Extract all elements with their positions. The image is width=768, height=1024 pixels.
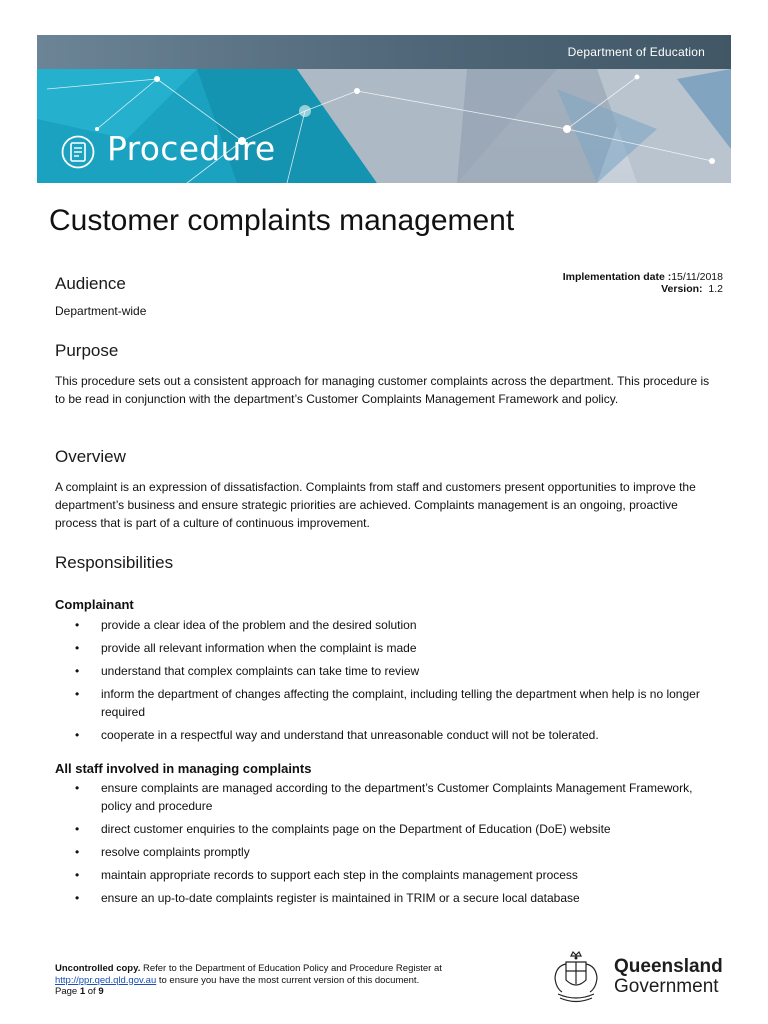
- complainant-list: [55, 616, 715, 749]
- queensland-crest-icon: [548, 948, 604, 1004]
- queensland-government-logo: [548, 948, 728, 1004]
- banner-procedure-label: Procedure: [107, 129, 276, 168]
- complainant-heading: Complainant: [55, 597, 134, 612]
- page-total: 9: [98, 986, 104, 997]
- banner-top-bar: [37, 35, 731, 69]
- policy-register-link[interactable]: http://ppr.qed.qld.gov.au: [55, 974, 157, 986]
- list-item: • understand that complex complaints can take time to review: [55, 662, 715, 680]
- footer-line-1: [55, 963, 495, 975]
- logo-line-queensland: Queensland: [614, 956, 723, 977]
- department-name: Department of Education: [567, 45, 705, 59]
- list-item: • resolve complaints promptly: [55, 843, 715, 861]
- page-of: of: [85, 986, 99, 997]
- page-footer: [55, 963, 495, 998]
- list-item: • direct customer enquiries to the complaints page on the Department of Education (DoE) website: [55, 820, 715, 838]
- page-number: [55, 986, 495, 998]
- logo-line-government: Government: [614, 976, 719, 997]
- overview-heading: Overview: [55, 447, 126, 466]
- implementation-date-label: Implementation date :: [562, 271, 672, 283]
- document-meta: [563, 271, 723, 295]
- list-item: • ensure an up-to-date complaints register is maintained in TRIM or a secure local database: [55, 889, 715, 907]
- page-prefix: Page: [55, 986, 80, 997]
- list-item: • cooperate in a respectful way and understand that unreasonable conduct will not be tolerated.: [55, 726, 715, 744]
- list-item: • maintain appropriate records to support each step in the complaints management process: [55, 866, 715, 884]
- staff-list: [55, 779, 715, 912]
- purpose-heading: Purpose: [55, 341, 119, 360]
- implementation-date-row: [563, 271, 723, 283]
- queensland-government-wordmark: [614, 957, 723, 997]
- list-item: • ensure complaints are managed according to the department’s Customer Complaints Management Framework, policy and procedure: [55, 779, 715, 815]
- audience-text: Department-wide: [55, 304, 147, 318]
- implementation-date-value: 15/11/2018: [671, 271, 723, 283]
- list-item: • inform the department of changes affecting the complaint, including telling the department when help is no longer required: [55, 685, 715, 721]
- uncontrolled-copy-label: Uncontrolled copy.: [55, 963, 141, 974]
- footer-line-2: [55, 975, 495, 987]
- staff-heading: All staff involved in managing complaints: [55, 761, 312, 776]
- footer-after-link-text: to ensure you have the most current version of this document.: [156, 974, 420, 986]
- header-banner: [37, 35, 731, 183]
- audience-heading: Audience: [55, 274, 126, 293]
- version-label: Version:: [661, 283, 703, 295]
- version-value: 1.2: [708, 283, 723, 295]
- responsibilities-heading: Responsibilities: [55, 553, 174, 572]
- procedure-document-icon: [61, 135, 95, 169]
- overview-text: A complaint is an expression of dissatisfaction. Complaints from staff and customers present opportunities to improve the department’s business and ensure strategic priorities are achieved. Complaints management is an ongoing, proactive process that is part of a culture of continuous improvement.: [55, 480, 696, 530]
- footer-refer-text: Refer to the Department of Education Policy and Procedure Register at: [140, 963, 442, 974]
- list-item: • provide all relevant information when the complaint is made: [55, 639, 715, 657]
- purpose-text: This procedure sets out a consistent approach for managing customer complaints across the department. This procedure is to be read in conjunction with the department’s Customer Complaints Management Framework and policy.: [55, 374, 710, 406]
- document-title: Customer complaints management: [49, 204, 515, 237]
- page-current: 1: [79, 986, 86, 997]
- list-item: • provide a clear idea of the problem and the desired solution: [55, 616, 715, 634]
- version-row: [563, 283, 723, 295]
